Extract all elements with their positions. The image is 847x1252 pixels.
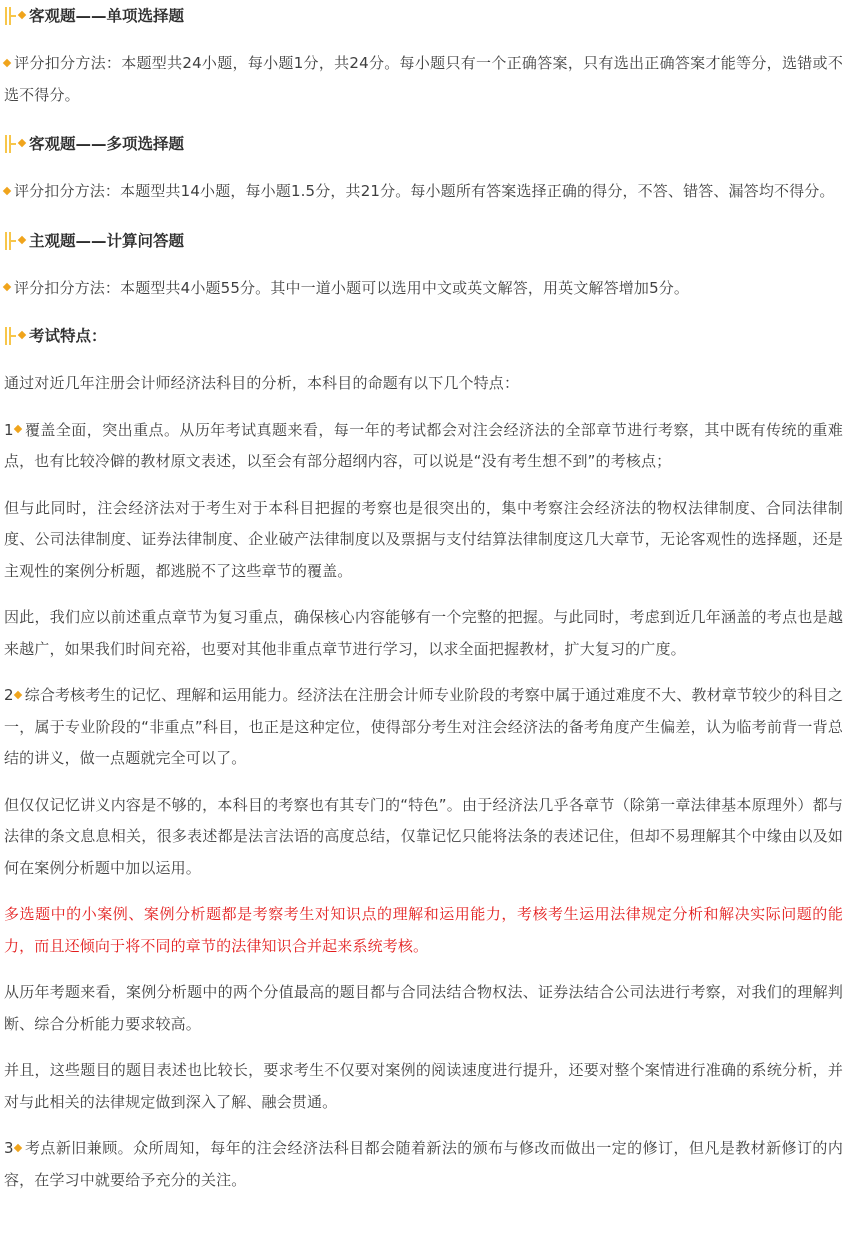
scoring-paragraph	[4, 48, 843, 111]
diamond-bullet-icon	[3, 58, 11, 66]
heading-bar-marker-icon	[4, 6, 18, 26]
section-heading-exam-features	[4, 321, 843, 351]
diamond-bullet-icon	[13, 425, 21, 433]
feature-point-2	[4, 680, 843, 775]
paragraph: 但与此同时，注会经济法对于考生对于本科目把握的考察也是很突出的，集中考察注会经济法的物权法律制度、合同法律制度、公司法律制度、证券法律制度、企业破产法律制度以及票据与支付结算法律制度这几大章节，无论客观性的选择题，还是主观性的案例分析题，都逃脱不了这些章节的覆盖。	[4, 498, 843, 580]
diamond-bullet-icon	[13, 1143, 21, 1151]
heading-bar-marker-icon	[4, 134, 18, 154]
section-heading-text: 考试特点：	[29, 327, 107, 345]
heading-bar-marker-icon	[4, 326, 18, 346]
section-heading-text: 主观题——计算问答题	[29, 231, 185, 250]
highlighted-paragraph: 多选题中的小案例、案例分析题都是考察考生对知识点的理解和运用能力，考核考生运用法律规定分析和解决实际问题的能力，而且还倾向于将不同的章节的法律知识合并起来系统考核。	[4, 905, 843, 955]
point-number: 2	[4, 686, 14, 704]
point-number: 3	[4, 1139, 14, 1157]
paragraph: 从历年考题来看，案例分析题中的两个分值最高的题目都与合同法结合物权法、证券法结合公司法进行考察，对我们的理解判断、综合分析能力要求较高。	[4, 983, 843, 1033]
section-heading-text: 客观题——多项选择题	[29, 135, 185, 153]
diamond-bullet-icon	[3, 283, 11, 291]
section-heading-text: 客观题——单项选择题	[29, 7, 185, 25]
section-heading-calculation	[4, 226, 843, 256]
point-text: 考点新旧兼顾。众所周知，每年的注会经济法科目都会随着新法的颁布与修改而做出一定的修订，但凡是教材新修订的内容，在学习中就要给予充分的关注。	[4, 1139, 843, 1189]
feature-point-1	[4, 415, 843, 478]
section-heading-multiple-choice	[4, 129, 843, 159]
diamond-bullet-icon	[13, 690, 21, 698]
point-text: 综合考核考生的记忆、理解和运用能力。经济法在注册会计师专业阶段的考察中属于通过难度不大、教材章节较少的科目之一，属于专业阶段的“非重点”科目，也正是这种定位，使得部分考生对注会经济法的备考角度产生偏差，认为临考前背一背总结的讲义，做一点题就完全可以了。	[4, 686, 843, 767]
heading-bar-marker-icon	[4, 231, 18, 251]
diamond-bullet-icon	[18, 331, 26, 339]
diamond-bullet-icon	[18, 235, 26, 243]
scoring-text: 评分扣分方法：本题型共14小题，每小题1.5分，共21分。每小题所有答案选择正确的得分，不答、错答、漏答均不得分。	[14, 182, 835, 200]
scoring-text: 评分扣分方法：本题型共4小题55分。其中一道小题可以选用中文或英文解答，用英文解答增加5分。	[14, 278, 690, 297]
scoring-text: 评分扣分方法：本题型共24小题，每小题1分，共24分。每小题只有一个正确答案，只有选出正确答案才能等分，选错或不选不得分。	[4, 54, 843, 104]
feature-point-3	[4, 1133, 843, 1196]
diamond-bullet-icon	[18, 11, 26, 19]
section-heading-single-choice	[4, 1, 843, 31]
article-body	[0, 1, 847, 1196]
point-number: 1	[4, 420, 14, 439]
scoring-paragraph	[4, 176, 843, 208]
diamond-bullet-icon	[3, 186, 11, 194]
paragraph: 因此，我们应以前述重点章节为复习重点，确保核心内容能够有一个完整的把握。与此同时，考虑到近几年涵盖的考点也是越来越广，如果我们时间充裕，也要对其他非重点章节进行学习，以求全面把握教材，扩大复习的广度。	[4, 608, 843, 658]
diamond-bullet-icon	[18, 139, 26, 147]
point-text: 覆盖全面，突出重点。从历年考试真题来看，每一年的考试都会对注会经济法的全部章节进行考察，其中既有传统的重难点，也有比较冷僻的教材原文表述，以至会有部分超纲内容，可以说是“没有考生想不到”的考核点；	[4, 420, 843, 470]
paragraph: 并且，这些题目的题目表述也比较长，要求考生不仅要对案例的阅读速度进行提升，还要对整个案情进行准确的系统分析，并对与此相关的法律规定做到深入了解、融会贯通。	[4, 1061, 843, 1111]
paragraph: 但仅仅记忆讲义内容是不够的，本科目的考察也有其专门的“特色”。由于经济法几乎各章节（除第一章法律基本原理外）都与法律的条文息息相关，很多表述都是法言法语的高度总结，仅靠记忆只能将法条的表述记住，但却不易理解其个中缘由以及如何在案例分析题中加以运用。	[4, 795, 843, 877]
features-intro: 通过对近几年注册会计师经济法科目的分析，本科目的命题有以下几个特点：	[4, 374, 520, 392]
scoring-paragraph	[4, 273, 843, 305]
